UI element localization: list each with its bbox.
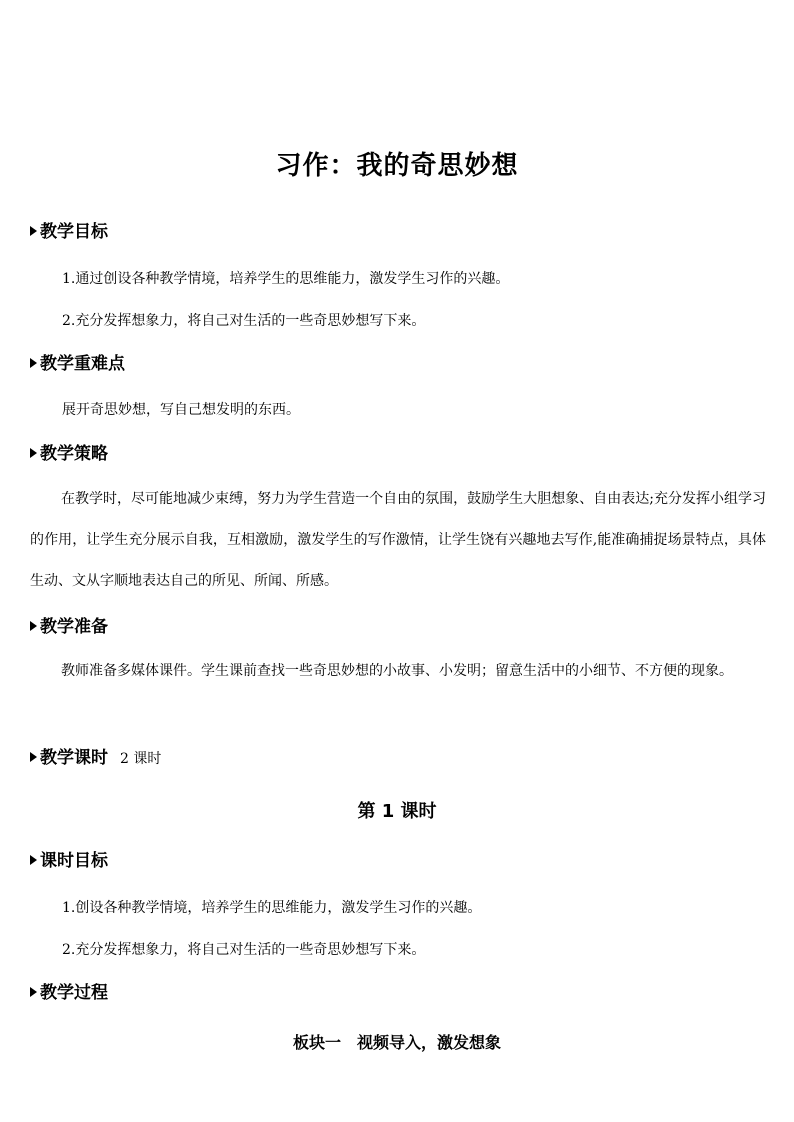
section-heading-key-points: [30, 353, 125, 375]
strategy-text: 在教学时，尽可能地减少束缚，努力为学生营造一个自由的氛围，鼓励学生大胆想象、自由表达;充分发挥小组学习的作用，让学生充分展示自我，互相激励，激发学生的写作激情，让学生饶有兴趣地去写作,能准确捕捉场景特点，具体生动、文从字顺地表达自己的所见、所闻、所感。: [30, 491, 766, 589]
triangle-bullet-icon: [30, 752, 37, 762]
section-heading-strategy: [30, 443, 108, 465]
triangle-bullet-icon: [30, 621, 37, 631]
key-points-text: 展开奇思妙想，写自己想发明的东西。: [62, 402, 300, 418]
preparation-text: 教师准备多媒体课件。学生课前查找一些奇思妙想的小故事、小发明；留意生活中的小细节、不方便的现象。: [61, 663, 733, 679]
goal-item-2: 2.充分发挥想象力，将自己对生活的一些奇思妙想写下来。: [62, 313, 426, 329]
section-heading-preparation: [30, 616, 108, 638]
triangle-bullet-icon: [30, 987, 37, 997]
lesson-goal-item-1: 1.创设各种教学情境，培养学生的思维能力，激发学生习作的兴趣。: [62, 900, 482, 916]
heading-label: 教学准备: [40, 617, 108, 637]
heading-label: 教学策略: [40, 444, 108, 464]
section-heading-goals: [30, 221, 108, 243]
triangle-bullet-icon: [30, 448, 37, 458]
lesson-title: 第 1 课时: [357, 801, 437, 822]
heading-label: 教学重难点: [40, 354, 125, 374]
section-heading-process: [30, 982, 108, 1004]
lesson-goal-item-2: 2.充分发挥想象力，将自己对生活的一些奇思妙想写下来。: [62, 942, 426, 958]
heading-label: 教学课时: [40, 748, 108, 768]
block-title: 板块一 视频导入，激发想象: [292, 1033, 501, 1052]
triangle-bullet-icon: [30, 226, 37, 236]
heading-label: 教学过程: [40, 983, 108, 1003]
triangle-bullet-icon: [30, 358, 37, 368]
heading-label: 课时目标: [40, 851, 108, 871]
section-heading-lesson-goals: [30, 850, 108, 872]
hours-value: 2 课时: [120, 751, 162, 767]
heading-label: 教学目标: [40, 222, 108, 242]
section-heading-hours: [30, 747, 161, 770]
triangle-bullet-icon: [30, 855, 37, 865]
goal-item-1: 1.通过创设各种教学情境，培养学生的思维能力，激发学生习作的兴趣。: [62, 271, 510, 287]
document-title: 习作：我的奇思妙想: [275, 151, 519, 181]
